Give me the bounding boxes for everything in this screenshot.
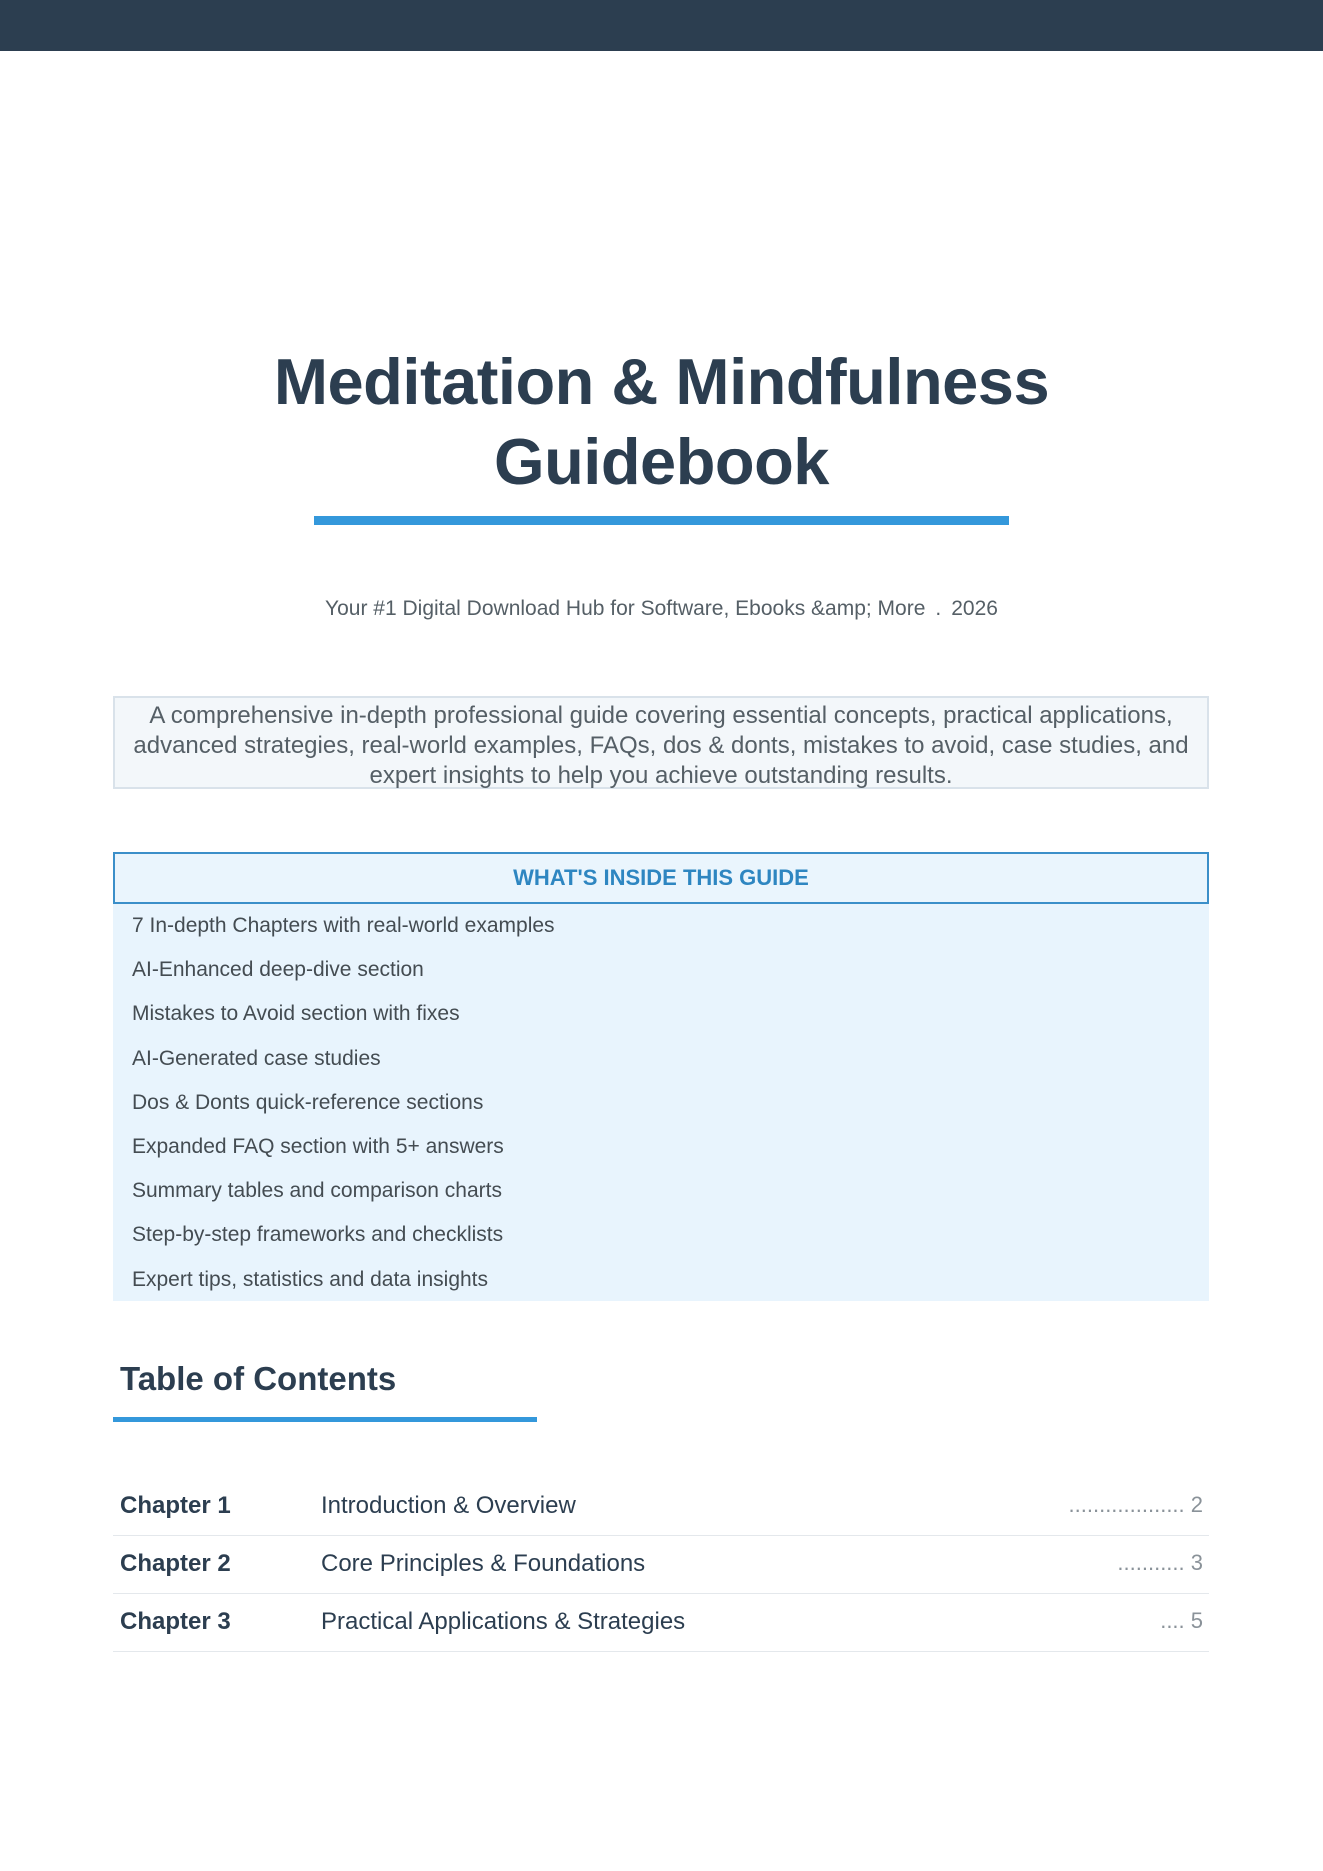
list-item: Expanded FAQ section with 5+ answers: [132, 1134, 504, 1158]
list-item: Step-by-step frameworks and checklists: [132, 1223, 504, 1247]
list-item: Expert tips, statistics and data insights: [132, 1267, 489, 1291]
list-item: AI-Generated case studies: [132, 1046, 381, 1070]
list-item: Dos & Donts quick-reference sections: [132, 1090, 484, 1114]
subtitle-text: Your #1 Digital Download Hub for Software, Ebooks &amp; More: [325, 597, 926, 620]
toc-chapter-title: Practical Applications & Strategies: [321, 1608, 686, 1635]
toc-page-number: .... 5: [1160, 1608, 1203, 1633]
toc-page-number: ........... 3: [1117, 1550, 1203, 1575]
whats-inside-heading: WHAT'S INSIDE THIS GUIDE: [113, 852, 1209, 904]
toc-table: [113, 1478, 1209, 1652]
description-box: A comprehensive in-depth professional guide covering essential concepts, practical applications, advanced strategies, real-world examples, FAQs, dos & donts, mistakes to avoid, case studies, and expert insights to help you achieve outstanding results.: [113, 696, 1209, 789]
list-item: 7 In-depth Chapters with real-world examples: [132, 914, 555, 937]
toc-chapter-label: Chapter 1: [120, 1492, 231, 1519]
toc-row[interactable]: [113, 1478, 1209, 1536]
toc-row[interactable]: [113, 1594, 1209, 1652]
list-item: AI-Enhanced deep-dive section: [132, 958, 424, 982]
toc-chapter-label: Chapter 3: [120, 1608, 231, 1635]
list-item: Mistakes to Avoid section with fixes: [132, 1002, 460, 1026]
whats-inside-list: [113, 904, 1209, 1302]
subtitle-separator: .: [935, 597, 942, 620]
title-underline: [314, 516, 1009, 525]
subtitle-year: 2026: [951, 597, 998, 620]
whats-inside-box: [113, 852, 1209, 1301]
title-line-2: Guidebook: [494, 425, 829, 498]
top-header-band: [0, 0, 1323, 51]
toc-underline: [113, 1417, 537, 1422]
toc-heading: Table of Contents: [120, 1360, 397, 1397]
toc-chapter-title: Core Principles & Foundations: [321, 1550, 646, 1577]
toc-page-number: ................... 2: [1068, 1492, 1203, 1517]
toc-chapter-label: Chapter 2: [120, 1550, 231, 1577]
list-item: Summary tables and comparison charts: [132, 1179, 502, 1203]
title-line-1: Meditation & Mindfulness: [273, 345, 1050, 418]
toc-chapter-title: Introduction & Overview: [321, 1492, 576, 1519]
subtitle: [0, 597, 1323, 621]
toc-row[interactable]: [113, 1536, 1209, 1594]
page-title: [0, 342, 1323, 502]
